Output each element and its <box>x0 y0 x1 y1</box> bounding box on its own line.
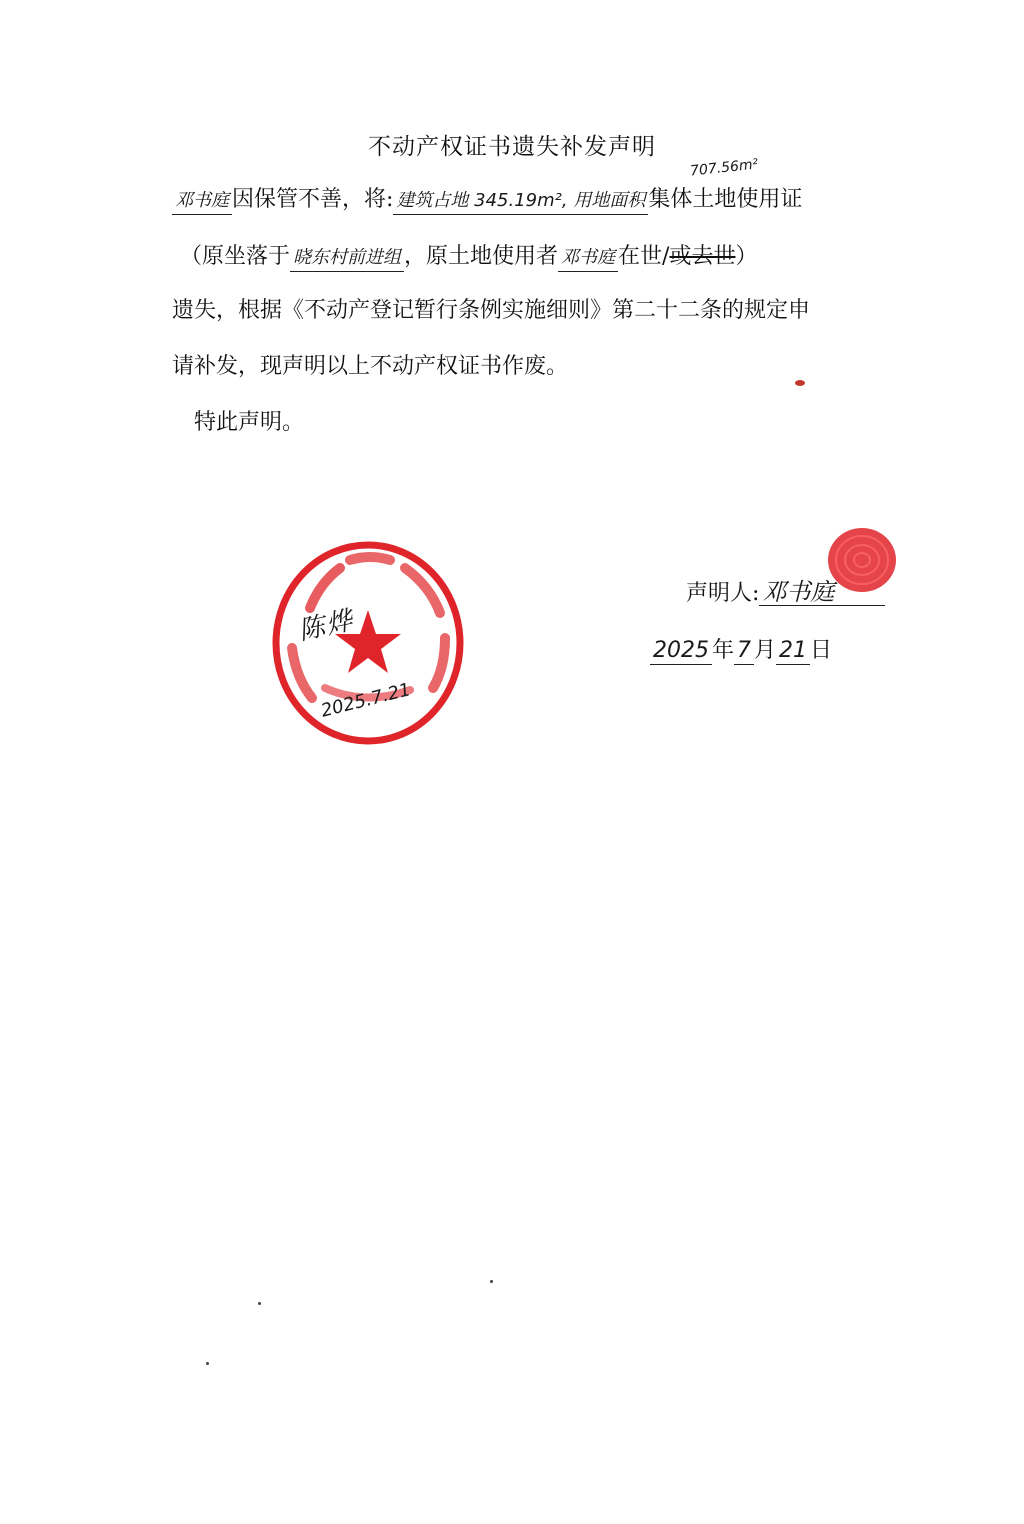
date-year-unit: 年 <box>712 638 735 663</box>
line2-text-c: 在世/ <box>618 244 670 269</box>
handwritten-name: 邓书庭 <box>172 188 232 215</box>
declarant-line <box>686 579 885 609</box>
page-title: 不动产权证书遗失补发声明 <box>368 134 656 160</box>
line2-text-b: ，原土地使用者 <box>404 244 559 269</box>
handwritten-detail: 建筑占地 345.19m², 用地面积 <box>393 188 648 215</box>
statement-line-2 <box>180 242 757 272</box>
statement-line-3: 遗失，根据《不动产登记暂行条例实施细则》第二十二条的规定申 <box>172 298 811 323</box>
handwritten-user: 邓书庭 <box>558 245 618 272</box>
seal-handwritten-signature: 陈烨 <box>296 605 358 647</box>
scan-speck <box>206 1362 209 1365</box>
statement-line-1 <box>172 185 802 215</box>
statement-line-4: 请补发，现声明以上不动产权证书作废。 <box>172 354 569 379</box>
date-day-unit: 日 <box>810 638 833 663</box>
date-line <box>650 636 832 666</box>
date-month: 7 <box>734 638 754 665</box>
statement-line-5: 特此声明。 <box>194 410 305 435</box>
struck-text: 或去世 <box>669 244 736 269</box>
line2-text-d: ） <box>735 244 758 269</box>
seal-handwritten-date: 2025.7.21 <box>318 679 413 722</box>
scan-speck <box>490 1280 493 1283</box>
date-month-unit: 月 <box>754 638 777 663</box>
handwritten-area: 707.56m² <box>689 156 759 180</box>
scan-speck <box>795 380 805 386</box>
declarant-label: 声明人: <box>686 581 760 606</box>
line1-text-a: 因保管不善，将: <box>232 187 394 212</box>
handwritten-location: 晓东村前进组 <box>290 245 404 272</box>
line2-text-a: （原坐落于 <box>180 244 291 269</box>
scan-speck <box>258 1302 261 1305</box>
date-year: 2025 <box>650 638 712 665</box>
declarant-signature: 邓书庭 <box>759 579 885 606</box>
line1-text-b: 集体土地使用证 <box>648 187 803 212</box>
date-day: 21 <box>776 638 810 665</box>
village-committee-seal <box>270 538 466 748</box>
